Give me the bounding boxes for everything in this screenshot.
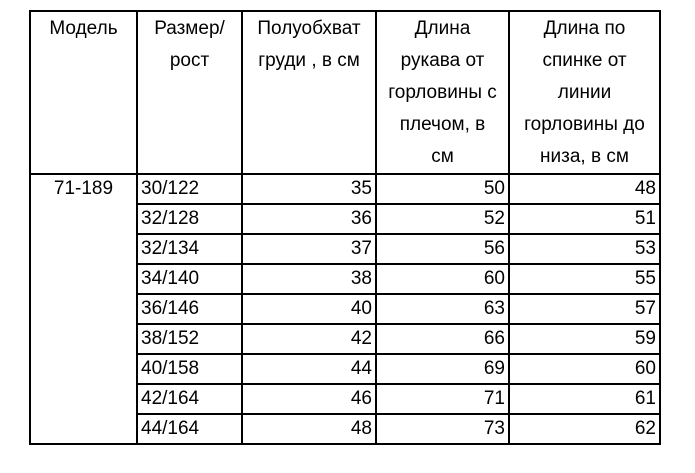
chest-cell: 38: [242, 264, 376, 294]
back-length-cell: 59: [509, 324, 660, 354]
header-text-line: горловины с: [388, 82, 497, 103]
header-text-line: низа, в см: [540, 146, 629, 167]
back-length-cell: 48: [509, 174, 660, 204]
size-height-cell: 44/164: [137, 414, 242, 444]
back-length-cell: 55: [509, 264, 660, 294]
size-height-cell: 42/164: [137, 384, 242, 414]
chest-cell: 36: [242, 204, 376, 234]
header-text-line: Полуобхват: [257, 18, 361, 39]
header-text-line: плечом, в: [399, 114, 486, 135]
chest-cell: 35: [242, 174, 376, 204]
chest-cell: 42: [242, 324, 376, 354]
header-text-line: груди , в см: [258, 50, 360, 71]
sleeve-length-cell: 66: [376, 324, 509, 354]
size-height-cell: 32/128: [137, 204, 242, 234]
chest-cell: 37: [242, 234, 376, 264]
header-text-line: Длина: [414, 18, 471, 39]
chest-cell: 40: [242, 294, 376, 324]
sleeve-length-cell: 60: [376, 264, 509, 294]
header-text-line: Размер/: [154, 18, 225, 39]
table-row: [30, 174, 660, 204]
back-length-cell: 53: [509, 234, 660, 264]
size-height-cell: 38/152: [137, 324, 242, 354]
sleeve-length-cell: 50: [376, 174, 509, 204]
header-text-line: рост: [169, 50, 210, 71]
header-model: [30, 11, 137, 174]
header-text-line: горловины до: [524, 114, 645, 135]
size-height-cell: 34/140: [137, 264, 242, 294]
chest-cell: 44: [242, 354, 376, 384]
sleeve-length-cell: 73: [376, 414, 509, 444]
header-sleeve-length: [376, 11, 509, 174]
size-chart-table: [29, 10, 661, 445]
back-length-cell: 62: [509, 414, 660, 444]
header-text-line: рукава от: [400, 50, 485, 71]
back-length-cell: 57: [509, 294, 660, 324]
header-text-line: линии: [557, 82, 612, 103]
header-text-line: Модель: [49, 18, 118, 39]
header-back-length: [509, 11, 660, 174]
back-length-cell: 51: [509, 204, 660, 234]
sleeve-length-cell: 63: [376, 294, 509, 324]
chest-cell: 46: [242, 384, 376, 414]
header-row: [30, 11, 660, 174]
size-height-cell: 30/122: [137, 174, 242, 204]
header-size-height: [137, 11, 242, 174]
sleeve-length-cell: 71: [376, 384, 509, 414]
size-height-cell: 32/134: [137, 234, 242, 264]
header-text-line: спинке от: [542, 50, 627, 71]
sleeve-length-cell: 56: [376, 234, 509, 264]
header-text-line: см: [431, 146, 454, 167]
back-length-cell: 60: [509, 354, 660, 384]
model-cell: 71-189: [30, 174, 137, 444]
sleeve-length-cell: 69: [376, 354, 509, 384]
size-height-cell: 40/158: [137, 354, 242, 384]
header-chest-half-girth: [242, 11, 376, 174]
header-text-line: Длина по: [543, 18, 626, 39]
table-body: [30, 174, 660, 444]
back-length-cell: 61: [509, 384, 660, 414]
size-height-cell: 36/146: [137, 294, 242, 324]
chest-cell: 48: [242, 414, 376, 444]
sleeve-length-cell: 52: [376, 204, 509, 234]
